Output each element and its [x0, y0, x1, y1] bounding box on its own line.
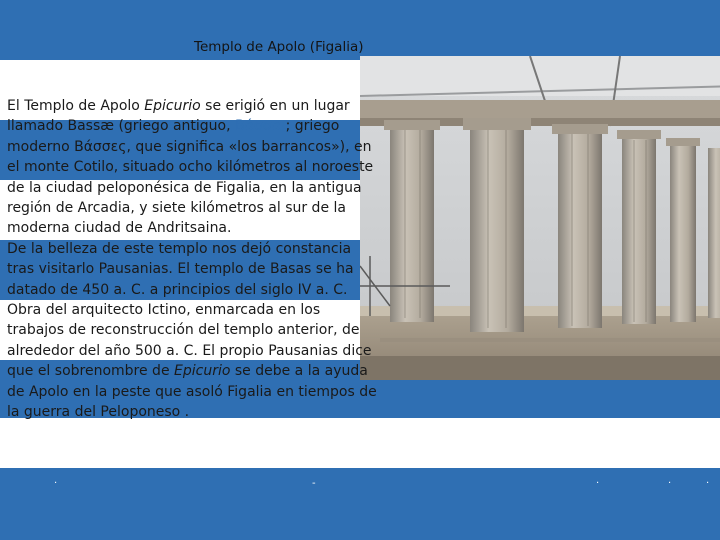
footer-mark: · [596, 478, 600, 489]
background-canton [0, 0, 120, 60]
footer-mark: · [668, 478, 672, 489]
body-text-italic: Epicurio [174, 363, 231, 380]
temple-photo-illustration [360, 56, 720, 380]
body-text-segment: De la belleza de este templo nos dejó constancia tras visitarlo Pausanias. El templo de Basas se ha datado de 450 a. C. a principios del siglo IV a. C. Obra del arquitecto Ictino, enmarcada en los trabajos de reconstrucción del templo anterior, de alrededor del año 500 a. C. El propio Pausanias dice que el sobrenombre de [7, 240, 372, 380]
body-text [7, 96, 379, 423]
body-text-italic: Epicurio [144, 98, 201, 114]
body-text-segment: se erigió en un lugar llamado Bassæ (griego antiguo, [7, 98, 350, 135]
footer-mark: · [54, 478, 58, 489]
temple-photo [360, 56, 720, 380]
greek-word: Βάσσαι [235, 118, 286, 135]
body-text-segment: se debe a la ayuda de Apolo en la peste que asoló Figalia en tiempos de la guerra del Peloponeso . [7, 363, 377, 421]
body-text-segment: El [7, 98, 25, 114]
body-text-segment: ; griego moderno Βάσσες, que significa «los barrancos»), en el monte Cotilo, situado ocho kilómetros al noroeste de la ciudad peloponésica de Figalia, en la antigua región de Arcadia, y siete kilómetros al sur de la moderna ciudad de Andritsaina. [7, 118, 374, 237]
body-text-segment: Templo de Apolo [24, 98, 140, 114]
page-title: Templo de Apolo (Figalia) [194, 39, 364, 55]
background-bottom-band [0, 468, 720, 540]
footer-mark: · [706, 478, 710, 489]
footer-mark: - [312, 478, 316, 489]
